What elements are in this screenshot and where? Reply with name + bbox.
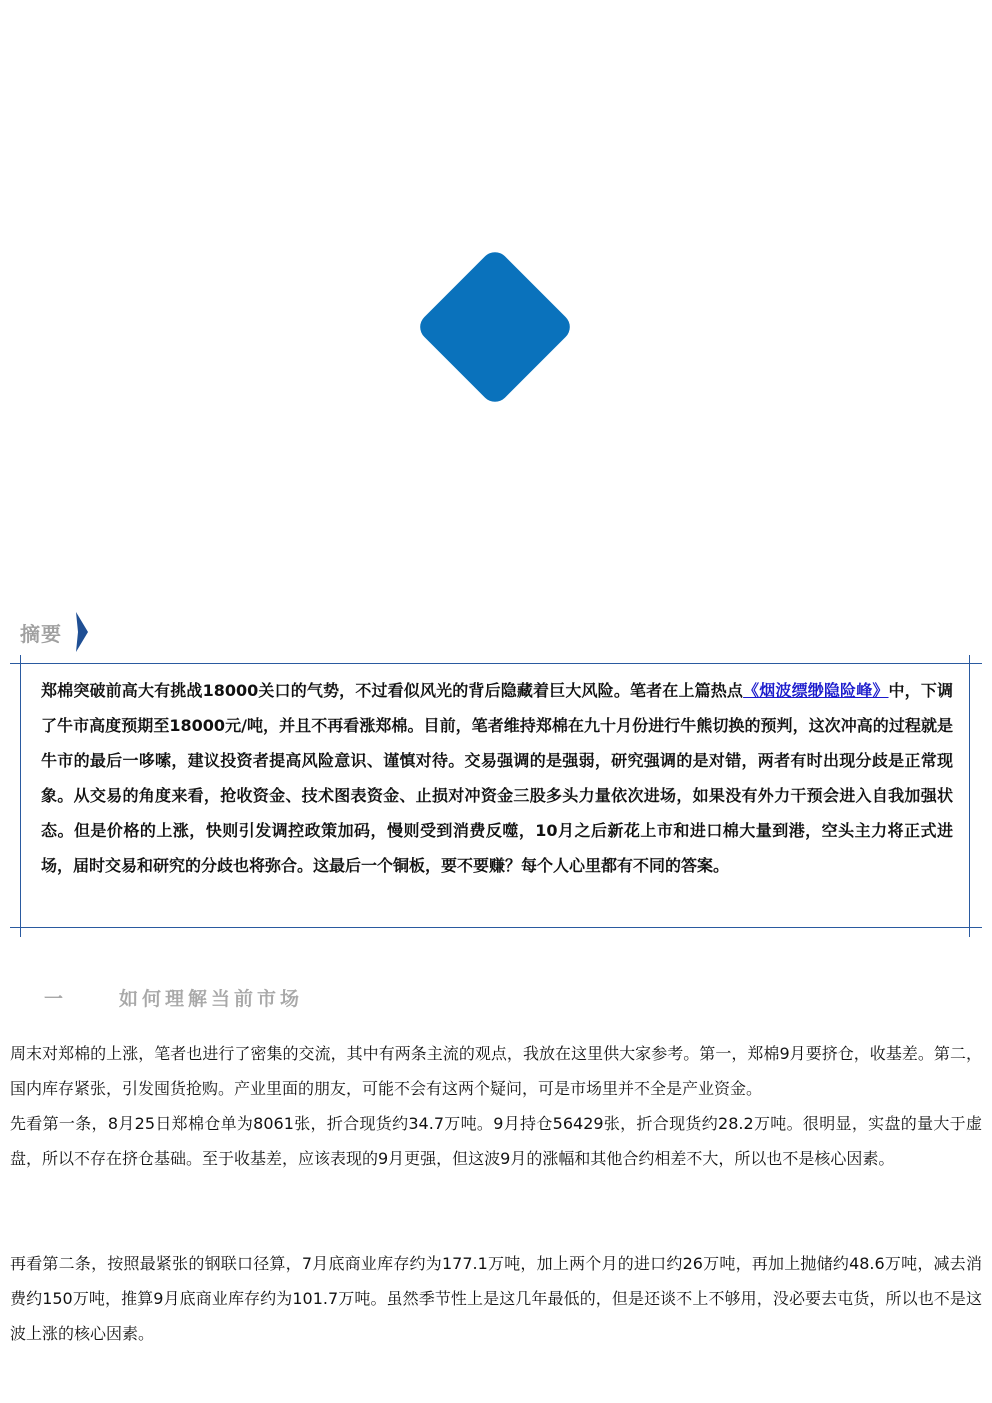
- summary-title: 摘要: [20, 621, 62, 646]
- summary-text-part-1: 郑棉突破前高大有挑战18000关口的气势，不过看似风光的背后隐藏着巨大风险。笔者在上篇热点: [41, 681, 744, 700]
- paragraph-2: 先看第一条，8月25日郑棉仓单为8061张，折合现货约34.7万吨。9月持仓56429张，折合现货约28.2万吨。很明显，实盘的量大于虚盘，所以不存在挤仓基础。至于收基差，应该表现的9月更强，但这波9月的涨幅和其他合约相差不大，所以也不是核心因素。: [10, 1114, 982, 1168]
- chevron-right-icon: [76, 612, 88, 652]
- summary-box-bottom-border: [10, 927, 982, 928]
- diamond-logo-icon: [414, 246, 575, 407]
- summary-header: [20, 612, 88, 652]
- paragraph-3: 再看第二条，按照最紧张的钢联口径算，7月底商业库存约为177.1万吨，加上两个月的进口约26万吨，再加上抛储约48.6万吨，减去消费约150万吨，推算9月底商业库存约为101.7万吨。虽然季节性上是这几年最低的，但是还谈不上不够用，没必要去屯货，所以也不是这波上涨的核心因素。: [10, 1254, 982, 1343]
- summary-box-right-border: [969, 655, 970, 937]
- section-title: 如何理解当前市场: [119, 988, 304, 1010]
- summary-box: [10, 655, 982, 937]
- paragraph-1: 周末对郑棉的上涨，笔者也进行了密集的交流，其中有两条主流的观点，我放在这里供大家参考。第一，郑棉9月要挤仓，收基差。第二，国内库存紧张，引发囤货抢购。产业里面的朋友，可能不会有这两个疑问，可是市场里并不全是产业资金。: [10, 1044, 982, 1098]
- summary-text-part-2: 中，下调了牛市高度预期至18000元/吨，并且不再看涨郑棉。目前，笔者维持郑棉在九十月份进行牛熊切换的预判，这次冲高的过程就是牛市的最后一哆嗦，建议投资者提高风险意识、谨慎对待。交易强调的是强弱，研究强调的是对错，两者有时出现分歧是正常现象。从交易的角度来看，抢收资金、技术图表资金、止损对冲资金三股多头力量依次进场，如果没有外力干预会进入自我加强状态。但是价格的上涨，快则引发调控政策加码，慢则受到消费反噬，10月之后新花上市和进口棉大量到港，空头主力将正式进场，届时交易和研究的分歧也将弥合。这最后一个铜板，要不要赚？每个人心里都有不同的答案。: [41, 681, 953, 875]
- summary-box-left-border: [20, 655, 21, 937]
- summary-text: [41, 673, 953, 883]
- section-number: 一: [44, 988, 64, 1010]
- summary-box-top-border: [10, 663, 982, 664]
- section-heading: [44, 984, 303, 1011]
- body-block-1: [10, 1036, 982, 1176]
- article-link[interactable]: 《烟波缥缈隐险峰》: [743, 681, 889, 700]
- body-block-2: [10, 1246, 982, 1351]
